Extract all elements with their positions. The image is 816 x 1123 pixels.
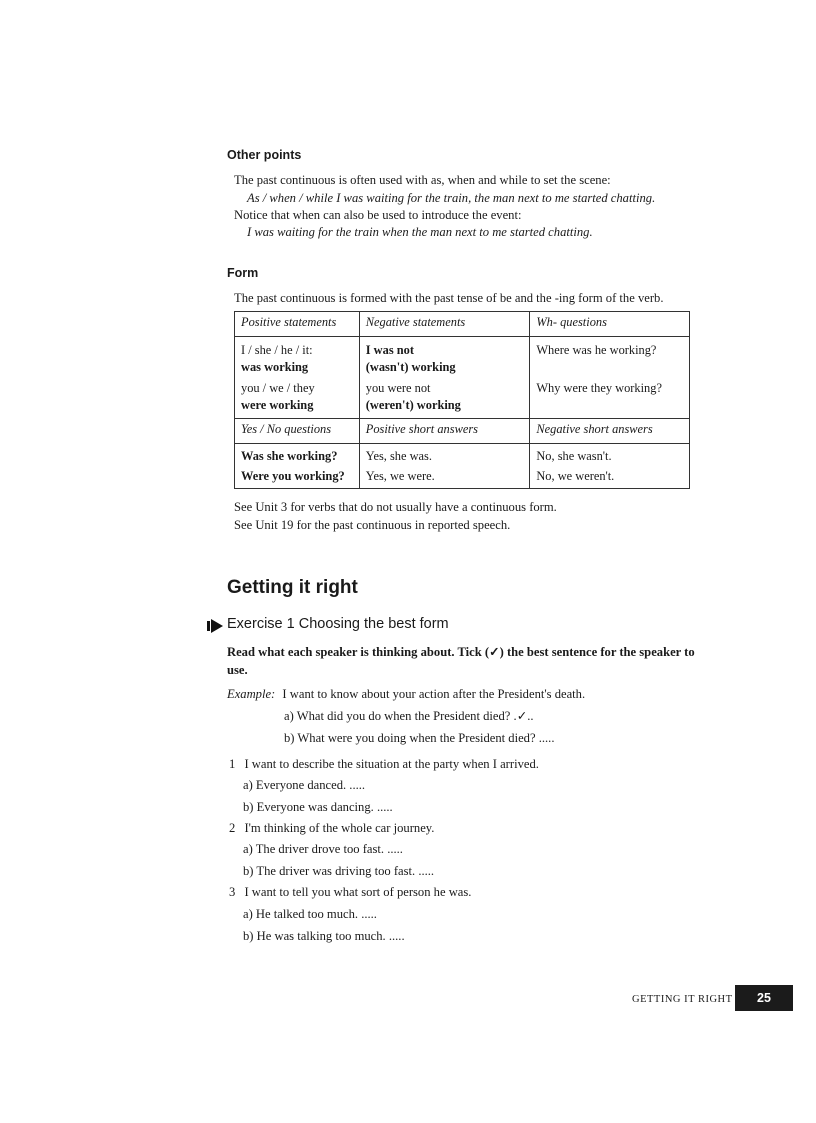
- table-header-yes-no: Yes / No questions: [235, 419, 360, 444]
- section-title: Getting it right: [227, 577, 358, 598]
- table-cell: I / she / he / it:: [241, 343, 313, 357]
- item-option-a: a) Everyone danced. .....: [243, 778, 366, 792]
- table-row: [235, 444, 690, 489]
- item-option-b: b) Everyone was dancing. .....: [243, 800, 393, 814]
- other-points-example1: As / when / while I was waiting for the train, the man next to me started chatting.: [247, 191, 656, 205]
- table-header-wh: Wh- questions: [530, 312, 690, 337]
- table-cell: I was not: [365, 343, 414, 357]
- item-text: I'm thinking of the whole car journey.: [244, 821, 435, 835]
- table-cell: you were not: [365, 381, 431, 395]
- example-option-b: b) What were you doing when the President died? .....: [284, 731, 555, 745]
- table-cell: Yes, we were.: [365, 469, 435, 483]
- table-header-negative: Negative statements: [359, 312, 530, 337]
- table-header-positive-short: Positive short answers: [359, 419, 530, 444]
- table-cell: Yes, she was.: [365, 449, 432, 463]
- example-option-a: a) What did you do when the President died? .✓..: [284, 709, 534, 723]
- running-footer: GETTING IT RIGHT: [632, 994, 733, 1005]
- table-header-negative-short: Negative short answers: [530, 419, 690, 444]
- exercise-instruction: Read what each speaker is thinking about. Tick (✓) the best sentence for the speaker to use.: [227, 645, 695, 677]
- table-cell: Were you working?: [241, 469, 345, 483]
- item-number: 2: [229, 821, 236, 835]
- exercise-title: Exercise 1 Choosing the best form: [227, 616, 449, 632]
- item-text: I want to tell you what sort of person he was.: [244, 885, 472, 899]
- form-intro: The past continuous is formed with the past tense of be and the -ing form of the verb.: [234, 291, 664, 305]
- table-cell: (wasn't) working: [365, 360, 456, 374]
- form-heading: Form: [227, 266, 259, 280]
- table-header-positive: Positive statements: [235, 312, 360, 337]
- list-item: [229, 883, 471, 901]
- table-cell: Where was he working?: [536, 343, 657, 357]
- list-item: [229, 755, 539, 773]
- list-item: [229, 819, 434, 837]
- item-number: 3: [229, 885, 236, 899]
- page-number: 25: [735, 985, 793, 1011]
- form-table: [234, 311, 690, 489]
- table-cell: No, she wasn't.: [536, 449, 612, 463]
- example-label: Example:: [227, 687, 276, 701]
- see-unit-19: See Unit 19 for the past continuous in reported speech.: [234, 518, 511, 532]
- other-points-line2: Notice that when can also be used to introduce the event:: [234, 208, 522, 222]
- table-cell: (weren't) working: [365, 398, 461, 412]
- table-cell: No, we weren't.: [536, 469, 615, 483]
- other-points-heading: Other points: [227, 148, 302, 162]
- item-option-b: b) He was talking too much. .....: [243, 929, 405, 943]
- other-points-example2: I was waiting for the train when the man next to me started chatting.: [247, 225, 593, 239]
- other-points-line1: The past continuous is often used with as, when and while to set the scene:: [234, 173, 611, 187]
- table-cell: were working: [241, 398, 314, 412]
- item-text: I want to describe the situation at the party when I arrived.: [244, 757, 539, 771]
- example-line: [227, 685, 585, 703]
- item-option-a: a) The driver drove too fast. .....: [243, 842, 403, 856]
- example-text: I want to know about your action after the President's death.: [282, 687, 586, 701]
- item-option-b: b) The driver was driving too fast. .....: [243, 864, 435, 878]
- item-number: 1: [229, 757, 236, 771]
- arrow-right-icon: [206, 618, 224, 634]
- table-row: [235, 337, 690, 419]
- item-option-a: a) He talked too much. .....: [243, 907, 377, 921]
- table-cell: you / we / they: [241, 381, 315, 395]
- table-cell: Was she working?: [241, 449, 338, 463]
- table-cell: was working: [241, 360, 309, 374]
- see-unit-3: See Unit 3 for verbs that do not usually have a continuous form.: [234, 500, 557, 514]
- table-cell: Why were they working?: [536, 381, 662, 395]
